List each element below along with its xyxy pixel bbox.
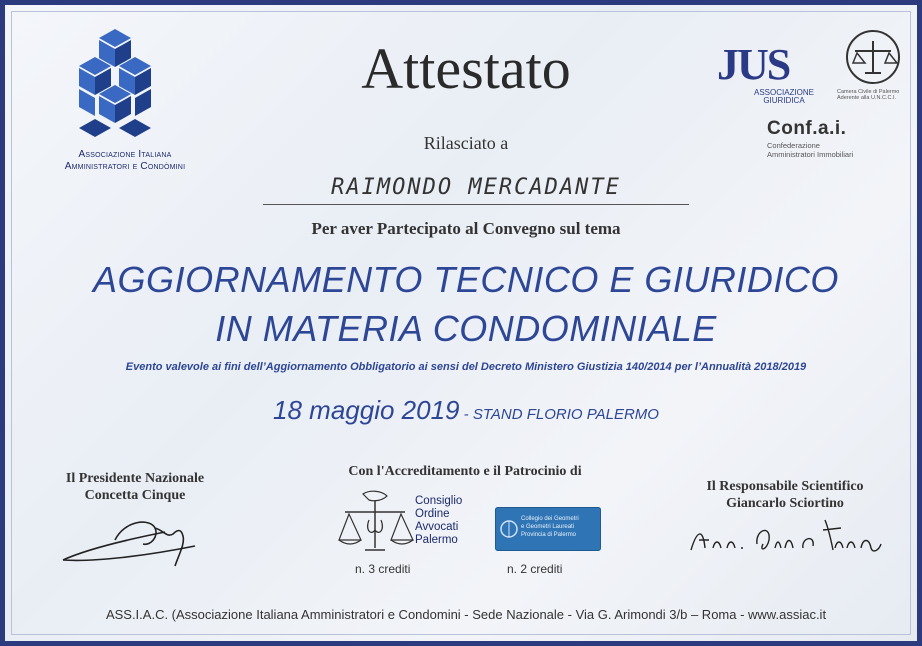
jus-title: JUS xyxy=(717,40,790,89)
name-underline xyxy=(263,204,689,205)
issued-to-label: Rilasciato a xyxy=(423,133,509,153)
headline-line1: AGGIORNAMENTO TECNICO E GIURIDICO xyxy=(93,259,839,300)
left-org-line1: Associazione Italiana xyxy=(78,149,172,160)
certificate-title: Attestato xyxy=(361,36,571,101)
participation-reason: Per aver Partecipato al Convegno sul tema xyxy=(311,219,621,238)
scientific-name: Giancarlo Sciortino xyxy=(726,496,844,511)
geo-line3: Provincia di Palermo xyxy=(521,532,577,538)
accreditation-heading: Con l'Accreditamento e il Patrocinio di xyxy=(348,464,582,479)
jus-sub-line2: GIURIDICA xyxy=(763,96,805,105)
scientific-signature-block xyxy=(675,478,895,512)
confai-subtitle xyxy=(767,141,907,159)
event-note: Evento valevole ai fini dell’Aggiornamento Obbligatorio ai sensi del Decreto Ministero Giustizia 140/2014 per l’Annualità 2018/2019 xyxy=(125,361,807,373)
jus-sub-line1: ASSOCIAZIONE xyxy=(753,88,814,97)
president-handwritten-signature xyxy=(55,510,205,576)
jus-small-line2: Aderente alla U.N.C.C.I. xyxy=(837,95,896,101)
scientific-handwritten-signature xyxy=(685,510,885,560)
jus-small-line1: Camera Civile di Palermo xyxy=(837,89,900,95)
geo-line2: e Geometri Laureati xyxy=(521,524,575,530)
president-signature-block xyxy=(35,470,235,504)
coa-line2: Ordine xyxy=(415,508,450,520)
coa-line1: Consiglio xyxy=(415,495,463,507)
jus-small-text xyxy=(837,89,907,101)
lawyers-order-name xyxy=(415,495,462,547)
confai-title: Conf.a.i. xyxy=(767,118,847,139)
geometri-logo xyxy=(495,507,601,551)
event-place: - STAND FLORIO PALERMO xyxy=(459,406,659,423)
confai-line1: Confederazione xyxy=(767,141,820,150)
credits-geometri: n. 2 crediti xyxy=(507,562,563,576)
lawyers-order-scales-icon xyxy=(335,490,415,560)
date-place-line xyxy=(5,395,922,426)
recipient-name: RAIMONDO MERCADANTE xyxy=(331,175,621,200)
president-role: Il Presidente Nazionale xyxy=(65,471,205,486)
jus-logo xyxy=(717,27,837,107)
geometri-emblem-icon xyxy=(499,515,519,543)
geo-line1: Collegio dei Geometri xyxy=(521,516,579,522)
coa-line4: Palermo xyxy=(415,534,458,546)
footer-address: ASS.I.A.C. (Associazione Italiana Amministratori e Condomini - Sede Nazionale - Via G. Arimondi 3/b – Roma - www.assiac.it xyxy=(105,607,827,622)
confai-line2: Amministratori Immobiliari xyxy=(767,150,854,159)
headline-line2: IN MATERIA CONDOMINIALE xyxy=(215,308,717,349)
president-name: Concetta Cinque xyxy=(84,488,186,503)
event-date: 18 maggio 2019 xyxy=(273,395,460,425)
scientific-role: Il Responsabile Scientifico xyxy=(706,479,864,494)
coa-line3: Avvocati xyxy=(415,521,459,533)
scales-of-justice-icon xyxy=(843,29,903,85)
left-org-line2: Amministratori e Condòmini xyxy=(64,161,186,172)
credits-lawyers: n. 3 crediti xyxy=(355,562,411,576)
